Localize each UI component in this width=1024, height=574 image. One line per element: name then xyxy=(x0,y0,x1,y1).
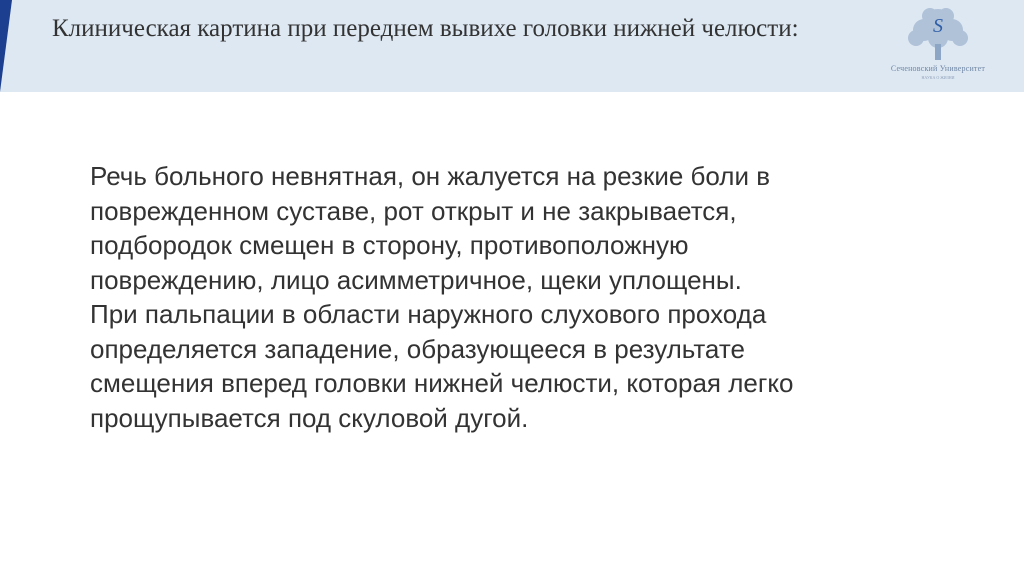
logo-name: Сеченовский Университет xyxy=(890,64,986,73)
body-line: повреждению, лицо асимметричное, щеки уплощены. xyxy=(90,264,742,295)
university-logo xyxy=(876,6,1000,86)
body-line: Речь больного невнятная, он жалуется на резкие боли в xyxy=(90,161,771,191)
tree-icon xyxy=(902,6,974,62)
slide-title: Клиническая картина при переднем вывихе головки нижней челюсти: xyxy=(52,15,799,42)
header-band xyxy=(0,0,1024,92)
body-line: При пальпации в области наружного слухового прохода xyxy=(90,299,767,329)
logo-motto: НАУКА О ЖИЗНИ xyxy=(921,75,955,80)
body-line: подбородок смещен в сторону, противоположную xyxy=(90,230,689,260)
slide-body xyxy=(90,159,970,435)
body-line: прощупывается под скуловой дугой. xyxy=(90,402,529,433)
svg-text:S: S xyxy=(933,15,943,37)
body-line: поврежденном суставе, рот открыт и не закрывается, xyxy=(90,195,737,226)
accent-stripe xyxy=(0,0,30,92)
body-line: смещения вперед головки нижней челюсти, которая легко xyxy=(90,368,794,398)
body-line: определяется западение, образующееся в результате xyxy=(90,333,745,364)
